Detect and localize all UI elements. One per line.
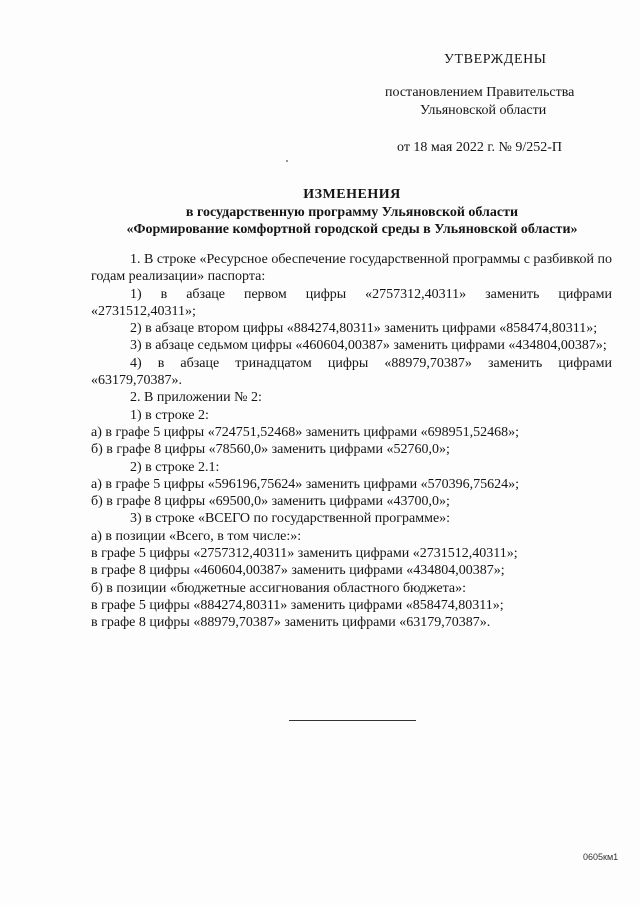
paragraph-2-item-2a: а) в графе 5 цифры «596196,75624» заменить цифрами «570396,75624»; bbox=[91, 476, 520, 492]
closing-divider bbox=[289, 720, 416, 721]
paragraph-2-item-3a-line-1: в графе 5 цифры «2757312,40311» заменить цифрами «2731512,40311»; bbox=[91, 546, 518, 562]
paragraph-2-item-3b-line-2: в графе 8 цифры «88979,70387» заменить цифрами «63179,70387». bbox=[91, 615, 491, 631]
paragraph-2-item-1a: а) в графе 5 цифры «724751,52468» заменить цифрами «698951,52468»; bbox=[91, 424, 520, 440]
paragraph-2-item-3a: а) в позиции «Всего, в том числе:»: bbox=[91, 528, 302, 544]
document-title: ИЗМЕНЕНИЯ bbox=[303, 187, 401, 202]
paragraph-2-item-2: 2) в строке 2.1: bbox=[130, 459, 220, 475]
paragraph-2-item-3a-line-2: в графе 8 цифры «460604,00387» заменить цифрами «434804,00387»; bbox=[91, 563, 505, 579]
footer-code: 0605км1 bbox=[583, 852, 619, 862]
document-subtitle-2: «Формирование комфортной городской среды в Ульяновской области» bbox=[126, 222, 578, 237]
document-subtitle-1: в государственную программу Ульяновской области bbox=[185, 205, 519, 220]
document-body bbox=[91, 251, 612, 632]
paragraph-2-item-2b: б) в графе 8 цифры «69500,0» заменить цифрами «43700,0»; bbox=[91, 494, 450, 510]
paragraph-1-item-2: 2) в абзаце втором цифры «884274,80311» заменить цифрами «858474,80311»; bbox=[130, 321, 598, 337]
paragraph-1: 1. В строке «Ресурсное обеспечение государственной программы с разбивкой по годам реализации» паспорта: bbox=[91, 252, 612, 285]
paragraph-1-item-4: 4) в абзаце тринадцатом цифры «88979,70387» заменить цифрами «63179,70387». bbox=[91, 355, 612, 389]
paragraph-2-item-1b: б) в графе 8 цифры «78560,0» заменить цифрами «52760,0»; bbox=[91, 442, 450, 458]
paragraph-2: 2. В приложении № 2: bbox=[130, 390, 262, 406]
paragraph-2-item-3b-line-1: в графе 5 цифры «884274,80311» заменить цифрами «858474,80311»; bbox=[91, 597, 504, 613]
paragraph-1-item-3: 3) в абзаце седьмом цифры «460604,00387» заменить цифрами «434804,00387»; bbox=[130, 338, 607, 354]
paragraph-2-item-1: 1) в строке 2: bbox=[130, 407, 209, 423]
scan-speck bbox=[286, 160, 288, 162]
paragraph-2-item-3: 3) в строке «ВСЕГО по государственной программе»: bbox=[130, 511, 451, 527]
approval-line-1: постановлением Правительства bbox=[385, 85, 575, 100]
approval-title: УТВЕРЖДЕНЫ bbox=[444, 52, 547, 67]
paragraph-2-item-3b: б) в позиции «бюджетные ассигнования областного бюджета»: bbox=[91, 580, 467, 596]
approval-line-2: Ульяновской области bbox=[420, 103, 547, 118]
approval-date: от 18 мая 2022 г. № 9/252-П bbox=[397, 140, 563, 155]
paragraph-1-item-1: 1) в абзаце первом цифры «2757312,40311» заменить цифрами «2731512,40311»; bbox=[91, 286, 612, 319]
